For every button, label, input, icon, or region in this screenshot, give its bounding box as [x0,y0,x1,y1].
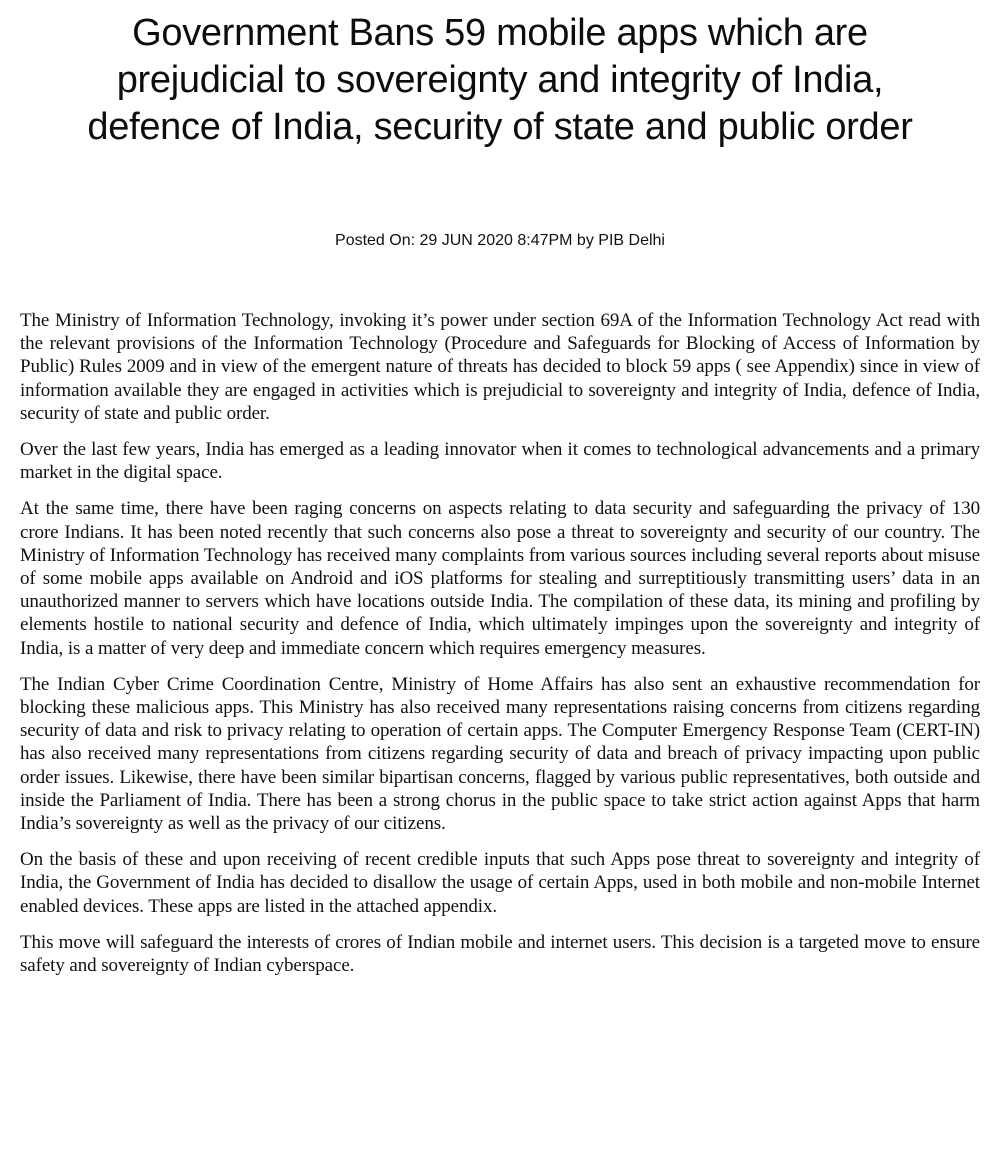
title-line-1: Government Bans 59 mobile apps which are [132,12,868,54]
paragraph-3: At the same time, there have been raging concerns on aspects relating to data security and safeguarding the privacy of 130 crore Indians. It has been noted recently that such concerns also pose a threat to sovereignty and security of our country. The Ministry of Information Technology has received many complaints from various sources including several reports about misuse of some mobile apps available on Android and iOS platforms for stealing and surreptitiously transmitting users’ data in an unauthorized manner to servers which have locations outside India. The compilation of these data, its mining and profiling by elements hostile to national security and defence of India, which ultimately impinges upon the sovereignty and integrity of India, is a matter of very deep and immediate concern which requires emergency measures. [20,498,980,659]
title-line-3: defence of India, security of state and public order [87,106,913,148]
article-body [20,309,980,990]
title-line-2: prejudicial to sovereignty and integrity of India, [116,59,884,101]
paragraph-1: The Ministry of Information Technology, invoking it’s power under section 69A of the Information Technology Act read with the relevant provisions of the Information Technology (Procedure and Safeguards for Blocking of Access of Information by Public) Rules 2009 and in view of the emergent nature of threats has decided to block 59 apps ( see Appendix) since in view of information available they are engaged in activities which is prejudicial to sovereignty and integrity of India, defence of India, security of state and public order. [20,310,980,424]
paragraph-5: On the basis of these and upon receiving of recent credible inputs that such Apps pose threat to sovereignty and integrity of India, the Government of India has decided to disallow the usage of certain Apps, used in both mobile and non-mobile Internet enabled devices. These apps are listed in the attached appendix. [20,849,980,917]
paragraph-2: Over the last few years, India has emerged as a leading innovator when it comes to technological advancements and a primary market in the digital space. [20,439,980,484]
paragraph-4: The Indian Cyber Crime Coordination Centre, Ministry of Home Affairs has also sent an exhaustive recommendation for blocking these malicious apps. This Ministry has also received many representations raising concerns from citizens regarding security of data and risk to privacy relating to operation of certain apps. The Computer Emergency Response Team (CERT-IN) has also received many representations from citizens regarding security of data and breach of privacy impacting upon public order issues. Likewise, there have been similar bipartisan concerns, flagged by various public representatives, both outside and inside the Parliament of India. There has been a strong chorus in the public space to take strict action against Apps that harm India’s sovereignty as well as the privacy of our citizens. [20,673,980,835]
posted-on-line: Posted On: 29 JUN 2020 8:47PM by PIB Delhi [335,232,665,249]
page-title [0,10,1000,151]
paragraph-6: This move will safeguard the interests of crores of Indian mobile and internet users. This decision is a targeted move to ensure safety and sovereignty of Indian cyberspace. [20,931,980,977]
